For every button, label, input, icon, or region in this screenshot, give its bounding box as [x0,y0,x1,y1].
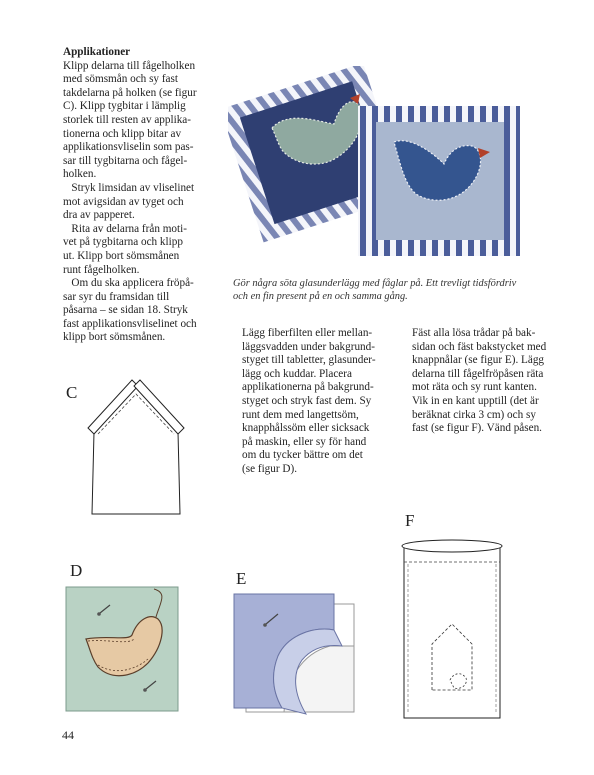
text-line: om du tycker bättre om det [242,449,363,462]
text-line: påsarna – se sidan 18. Stryk [63,304,188,317]
text-line: runt dem med langettsöm, [242,408,359,421]
text-line: mot avigsidan av tyget och [63,195,184,208]
text-line: dra av papperet. [63,209,135,222]
text-line: lägg och kuddar. Placera [242,367,352,380]
right-column-text [412,327,572,436]
text-line: fast applikationsvliselinet och [63,317,197,330]
text-line: styget till tabletter, glasunder- [242,354,376,367]
text-line: Vik in en kant upptill (det är [412,394,539,407]
text-line: fast (se figur F). Vänd påsen. [412,422,542,435]
text-line: Fäst alla lösa trådar på bak- [412,327,536,339]
figure-c [86,378,186,520]
figure-c-label: C [66,383,78,402]
text-line: knappnålar (se figur E). Lägg [412,354,545,367]
text-line: på maskin, eller sy för hand [242,435,367,448]
text-line: applikationerna på bakgrund- [242,381,374,394]
left-column-text [63,46,248,345]
text-line: (se figur D). [242,462,297,475]
text-line: C). Klipp tygbitar i lämplig [63,100,186,113]
text-line: knapphålssöm eller sicksack [242,422,370,435]
text-line: applikationsvliselin som pas- [63,141,194,154]
figure-e [230,590,360,720]
text-line: Lägg fiberfilten eller mellan- [242,327,373,339]
text-line: beräknat cirka 3 cm) och sy [412,408,536,421]
figure-d [64,583,182,715]
text-line: sar syr du framsidan till [63,290,170,303]
text-line: runt fågelholken. [63,263,140,276]
text-line: holken. [63,168,97,181]
caption-line-1: Gör några söta glasunderlägg med fåglar på. Ett trevligt tidsfördriv [233,278,517,289]
figure-f-label: F [405,511,415,530]
text-line: vet på tygbitarna och klipp [63,236,183,249]
coaster-photo [228,66,528,266]
text-line: storlek till resten av applika- [63,113,191,126]
text-line: Om du ska applicera fröpå- [63,277,194,290]
text-line: Rita av delarna från moti- [63,222,187,235]
text-line: takdelarna på holken (se figur [63,86,197,99]
text-line: läggsvadden under bakgrund- [242,340,375,353]
text-line: styget och stryk fast dem. Sy [242,394,372,407]
text-line: sar till tygbitarna och fågel- [63,154,188,167]
middle-column-text [242,327,407,477]
text-line: Stryk limsidan av vliselinet [63,181,195,194]
figure-e-label: E [236,569,247,588]
text-line: sidan och fäst bakstycket med [412,340,547,353]
text-line: tionerna och klipp bitar av [63,127,182,140]
text-line: delarna till fågelfröpåsen räta [412,367,544,380]
coaster-photo-svg [228,66,528,266]
seed-bag-figure [396,532,510,722]
page-number: 44 [62,728,74,742]
appliqued-bird-figure [64,583,182,715]
text-line: ut. Klipp bort sömsmånen [63,249,180,262]
caption-line-2: och en fin present på en och samma gång. [233,291,408,302]
section-heading: Applikationer [63,46,131,58]
photo-caption [233,277,568,303]
figure-f [396,532,510,722]
figure-d-label: D [70,561,83,580]
text-line: mot räta och sy runt kanten. [412,381,537,394]
birdhouse-outline-figure [86,378,186,520]
text-line: med sömsmån och sy fast [63,73,178,86]
left-column-body [63,60,248,345]
text-line: klipp bort sömsmånen. [63,331,166,344]
pinned-backing-figure [230,590,360,720]
text-line: Klipp delarna till fågelholken [63,59,196,72]
